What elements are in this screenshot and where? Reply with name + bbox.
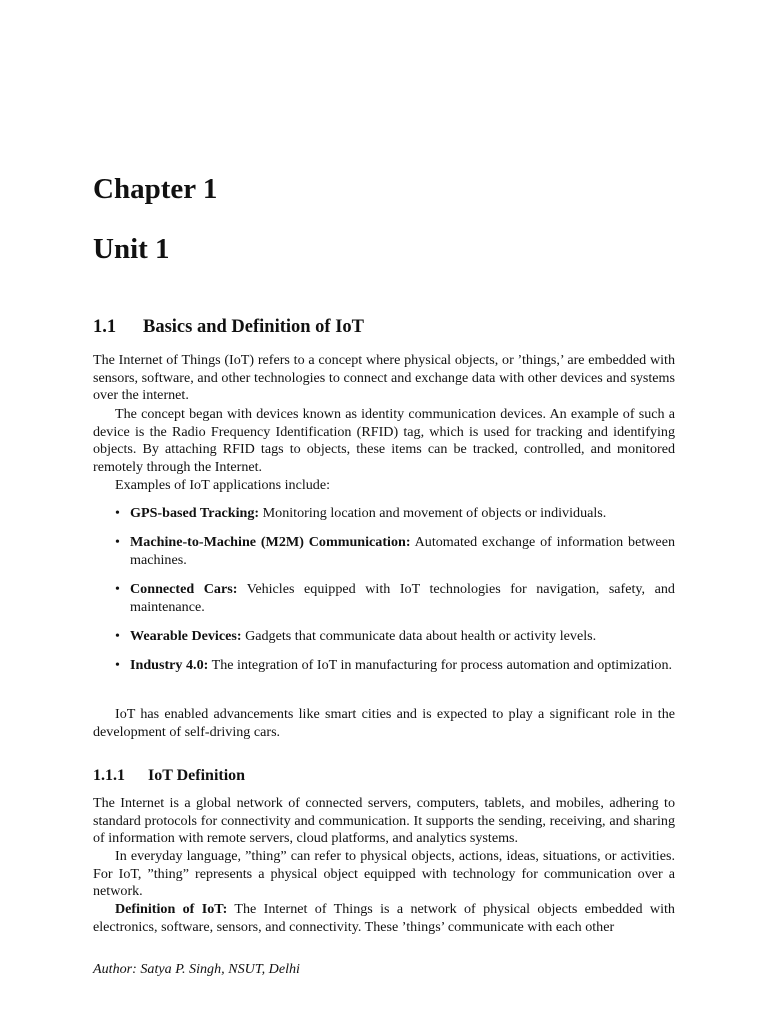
- list-item-term: GPS-based Tracking:: [130, 505, 260, 521]
- section-number: 1.1: [93, 317, 117, 337]
- bullet-icon: •: [115, 505, 120, 521]
- bullet-icon: •: [115, 534, 120, 551]
- list-item: [93, 581, 675, 616]
- list-item-term: Wearable Devices:: [130, 627, 242, 644]
- bullet-icon: •: [115, 656, 120, 673]
- subsection-paragraph-1: The Internet is a global network of connected servers, computers, tablets, and mobiles, adhering to standard protocols for connectivity and communication. It supports the sending, receiving, and sharing of information with remote servers, cloud platforms, and analytics systems.: [93, 795, 675, 847]
- list-item-text: Automated exchange of information between machines.: [130, 534, 675, 568]
- section-paragraph-3: Examples of IoT applications include:: [115, 477, 331, 493]
- subsection-paragraph-2: In everyday language, ”thing” can refer to physical objects, actions, ideas, situations, or activities. For IoT, ”thing” represents a physical object equipped with technology for communication over a network.: [93, 848, 675, 900]
- list-item-term: Machine-to-Machine (M2M) Communication:: [130, 534, 411, 551]
- page-footer-author: Author: Satya P. Singh, NSUT, Delhi: [93, 961, 300, 977]
- section-title: Basics and Definition of IoT: [143, 317, 365, 337]
- definition-term: Definition of IoT:: [115, 901, 228, 917]
- bullet-icon: •: [115, 580, 120, 597]
- unit-title: Unit 1: [93, 233, 170, 265]
- chapter-title: Chapter 1: [93, 173, 218, 205]
- list-item-text: The integration of IoT in manufacturing for process automation and optimization.: [211, 656, 673, 673]
- section-heading: [93, 315, 364, 339]
- list-item-text: Vehicles equipped with IoT technologies for navigation, safety, and maintenance.: [130, 580, 675, 615]
- list-item-text: Monitoring location and movement of objects or individuals.: [262, 505, 607, 521]
- section-paragraph-1: The Internet of Things (IoT) refers to a concept where physical objects, or ’things,’ are embedded with sensors, software, and other technologies to connect and exchange data with other devices and systems over the internet.: [93, 352, 675, 404]
- section-paragraph-4: IoT has enabled advancements like smart cities and is expected to play a significant role in the development of self-driving cars.: [93, 706, 675, 740]
- subsection-heading: [93, 765, 245, 787]
- section-paragraph-2: The concept began with devices known as identity communication devices. An example of such a device is the Radio Frequency Identification (RFID) tag, which is used for tracking and identifying objects. By attaching RFID tags to objects, these items can be tracked, controlled, and monitored remotely through the Internet.: [93, 406, 675, 476]
- list-item-term: Connected Cars:: [130, 580, 238, 597]
- list-item: [93, 534, 675, 569]
- list-item: [93, 628, 675, 646]
- list-item: [93, 657, 675, 675]
- subsection-number: 1.1.1: [93, 767, 125, 784]
- subsection-paragraph-3: [93, 901, 675, 936]
- applications-list: [93, 505, 675, 686]
- subsection-title: IoT Definition: [148, 767, 246, 784]
- list-item: [93, 505, 675, 523]
- bullet-icon: •: [115, 627, 120, 644]
- list-item-term: Industry 4.0:: [130, 656, 209, 673]
- list-item-text: Gadgets that communicate data about health or activity levels.: [245, 627, 597, 644]
- definition-text: The Internet of Things is a network of physical objects embedded with electronics, software, sensors, and connectivity. These ’things’ communicate with each other: [93, 901, 675, 935]
